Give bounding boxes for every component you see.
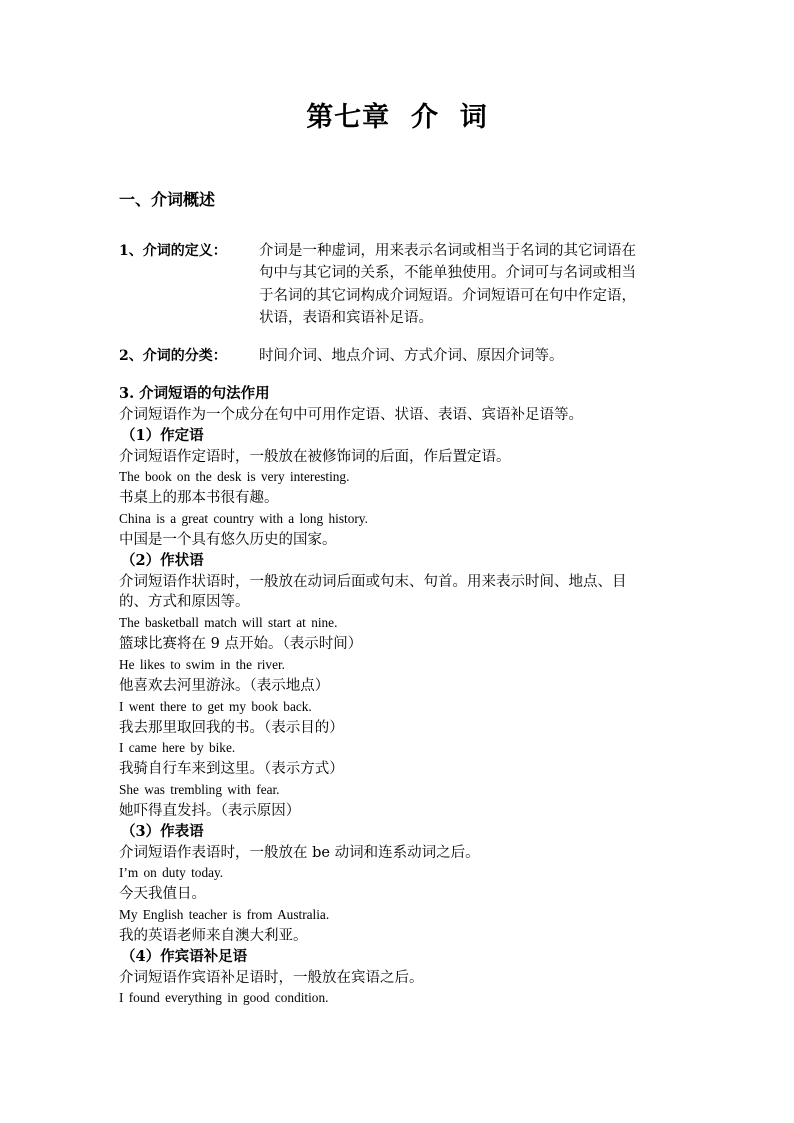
adverbial-desc: 的、方式和原因等。 — [119, 594, 250, 611]
definition-text — [259, 240, 689, 329]
example-en: I came here by bike. — [119, 740, 236, 756]
example-en: I found everything in good condition. — [119, 990, 329, 1006]
example-zh: 中国是一个具有悠久历史的国家。 — [119, 531, 337, 548]
example-zh: 我的英语老师来自澳大利亚。 — [119, 927, 308, 944]
definition-line: 介词是一种虚词，用来表示名词或相当于名词的其它词语在 — [259, 243, 636, 259]
example-en: China is a great country with a long history. — [119, 511, 368, 527]
subheading-adverbial: （2）作状语 — [121, 551, 204, 569]
chapter-title: 第七章 介 词 — [306, 102, 488, 133]
example-zh: 篮球比赛将在 9 点开始。（表示时间） — [119, 636, 363, 653]
subheading-attributive: （1）作定语 — [121, 426, 204, 444]
classification-text — [259, 345, 689, 367]
example-en: The basketball match will start at nine. — [119, 615, 338, 631]
definition-line: 状语，表语和宾语补足语。 — [259, 309, 433, 326]
classification-line: 时间介词、地点介词、方式介词、原因介词等。 — [259, 348, 564, 364]
example-zh: 书桌上的那本书很有趣。 — [119, 490, 279, 507]
classification-label: 2、介词的分类： — [119, 348, 227, 364]
example-en: She was trembling with fear. — [119, 782, 280, 798]
predicative-desc: 介词短语作表语时，一般放在 be 动词和连系动词之后。 — [119, 844, 480, 861]
example-en: I’m on duty today. — [119, 865, 224, 881]
definition-label: 1、介词的定义： — [119, 243, 227, 259]
phrases-section — [119, 384, 689, 1009]
phrases-intro: 介词短语作为一个成分在句中可用作定语、状语、表语、宾语补足语等。 — [119, 406, 583, 423]
adverbial-desc: 介词短语作状语时，一般放在动词后面或句末、句首。用来表示时间、地点、目 — [119, 573, 627, 590]
example-zh: 我去那里取回我的书。（表示目的） — [119, 719, 344, 736]
phrases-heading: 3. 介词短语的句法作用 — [119, 385, 270, 402]
example-zh: 我骑自行车来到这里。（表示方式） — [119, 761, 344, 778]
definition-line: 句中与其它词的关系，不能单独使用。介词可与名词或相当 — [259, 265, 636, 282]
attributive-desc: 介词短语作定语时，一般放在被修饰词的后面，作后置定语。 — [119, 448, 511, 465]
example-zh: 今天我值日。 — [119, 886, 206, 903]
example-en: My English teacher is from Australia. — [119, 907, 330, 923]
example-en: The book on the desk is very interesting. — [119, 469, 350, 485]
section-heading-overview: 一、介词概述 — [119, 190, 216, 209]
example-zh: 她吓得直发抖。（表示原因） — [119, 802, 301, 819]
example-zh: 他喜欢去河里游泳。（表示地点） — [119, 677, 330, 694]
complement-desc: 介词短语作宾语补足语时，一般放在宾语之后。 — [119, 969, 424, 986]
subheading-complement: （4）作宾语补足语 — [121, 947, 248, 965]
definition-line: 于名词的其它词构成介词短语。介词短语可在句中作定语， — [259, 287, 636, 304]
subheading-predicative: （3）作表语 — [121, 822, 204, 840]
example-en: He likes to swim in the river. — [119, 656, 285, 672]
example-en: I went there to get my book back. — [119, 698, 312, 714]
